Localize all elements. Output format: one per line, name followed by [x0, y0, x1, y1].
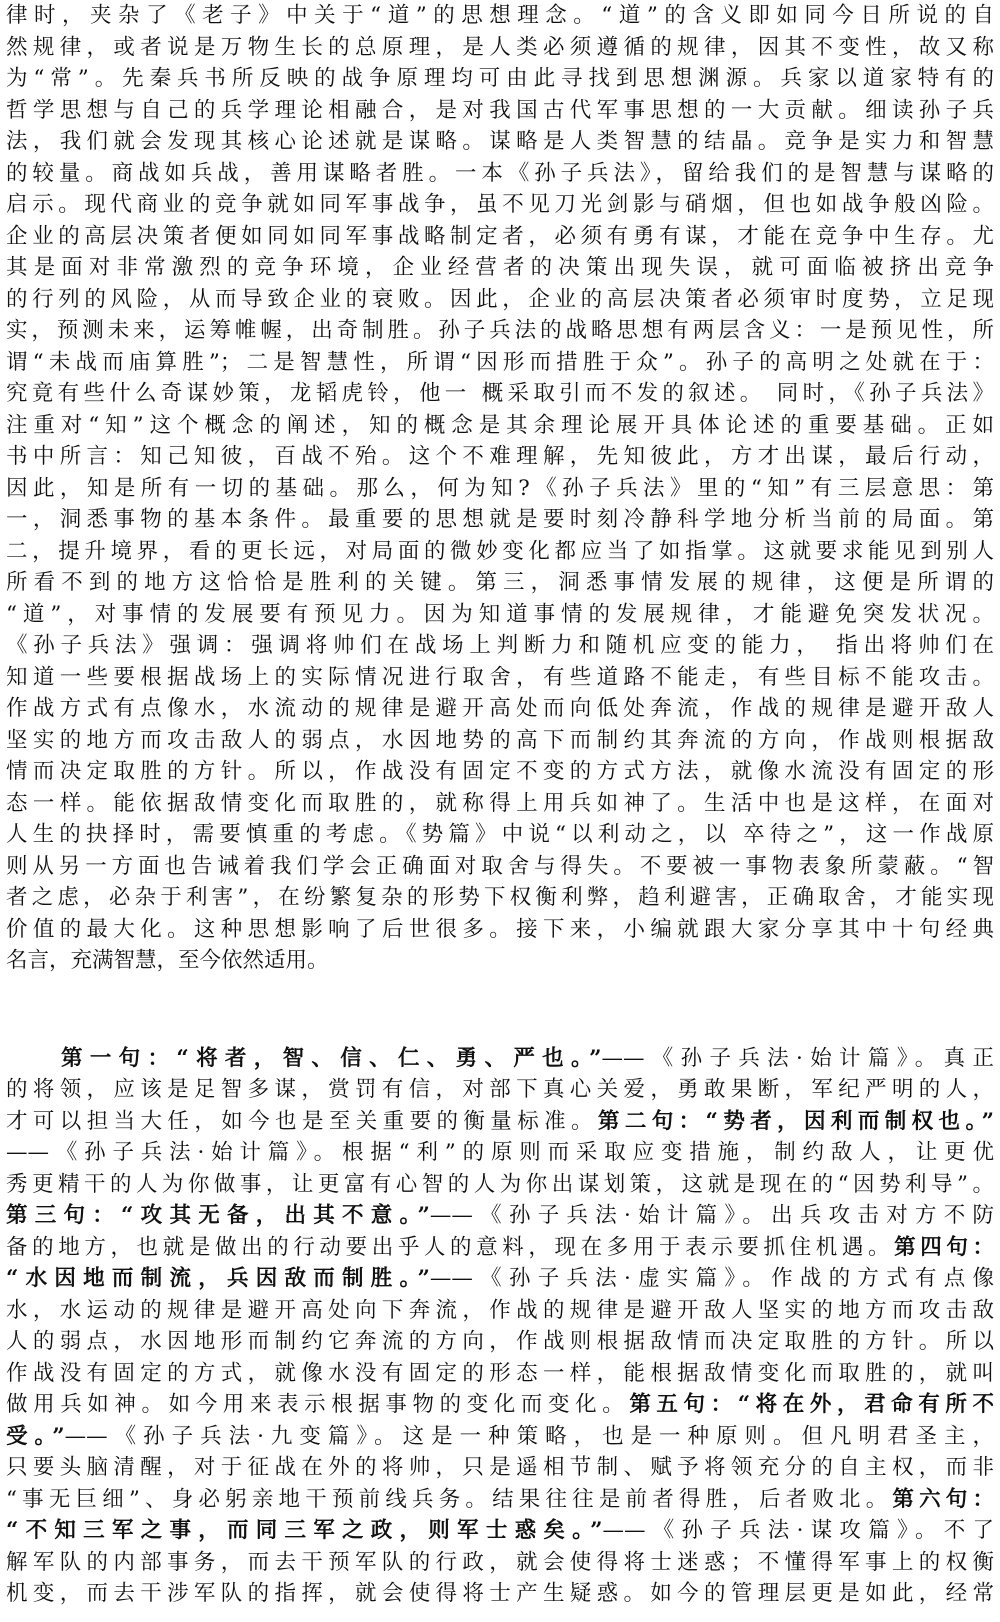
quote-heading: 第一句：“将者，智、信、仁、勇、严也。”: [61, 1045, 602, 1071]
text-line: 所看不到的地方这恰恰是胜利的关键。第三，洞悉事情发展的规律，这便是所谓的: [6, 570, 994, 595]
text-segment: ——《孙子兵法·始计篇》。真正: [601, 1045, 994, 1071]
text-segment: 机变，而去干涉军队的指挥，就会使得将士产生疑惑。如今的管理层更是如此，经常: [6, 1581, 994, 1606]
text-line: 谓“未战而庙算胜”；二是智慧性，所谓“因形而措胜于众”。孙子的高明之处就在于：: [6, 349, 994, 375]
quote-heading: “不知三军之事，而同三军之政，则军士惑矣。”: [6, 1518, 603, 1543]
text-line: 因此，知是所有一切的基础。那么，何为知?《孙子兵法》里的“知”有三层意思：第: [6, 475, 994, 501]
text-line: [6, 1452, 994, 1484]
text-line: 情而决定取胜的方针。所以，作战没有固定不变的方式方法，就像水流没有固定的形: [6, 759, 994, 784]
text-segment: 人的弱点，水因地形而制约它奔流的方向，作战则根据敌情而决定取胜的方针。所以: [6, 1329, 994, 1354]
text-line: 为“常”。先秦兵书所反映的战争原理均可由此寻找到思想渊源。兵家以道家特有的: [6, 66, 994, 91]
text-line: 注重对“知”这个概念的阐述，知的概念是其余理论展开具体论述的重要基础。正如: [6, 412, 994, 438]
text-line: 者之虑，必杂于利害”，在纷繁复杂的形势下权衡利弊，趋利避害，正确取舍，才能实现: [6, 885, 994, 910]
text-line: 的较量。商战如兵战，善用谋略者胜。一本《孙子兵法》，留给我们的是智慧与谋略的: [6, 160, 994, 186]
quotes-paragraph: [6, 1043, 994, 1610]
text-segment: ——《孙子兵法·虚实篇》。作战的方式有点像: [429, 1266, 994, 1291]
text-line: “道”，对事情的发展要有预见力。因为知道事情的发展规律，才能避免突发状况。: [6, 601, 994, 627]
text-segment: “事无巨细”、身必躬亲地干预前线兵务。结果往往是前者得胜，后者败北。: [6, 1486, 893, 1512]
quote-heading: 受。”: [6, 1423, 65, 1449]
text-line: 的行列的风险，从而导致企业的衰败。因此，企业的高层决策者必须审时度势，立足现: [6, 286, 994, 312]
text-line: 书中所言：知己知彼，百战不殆。这个不难理解，先知彼此，方才出谋，最后行动，: [6, 444, 994, 469]
text-segment: 水，水运动的规律是避开高处向下奔流，作战的规律是避开敌人坚实的地方而攻击敌: [6, 1297, 994, 1323]
text-segment: 才可以担当大任，如今也是至关重要的衡量标准。: [6, 1108, 598, 1134]
quote-heading: 第三句：“攻其无备，出其不意。”: [6, 1203, 430, 1228]
text-segment: 秀更精干的人为你做事，让更富有心智的人为你出谋划策，这就是现在的“因势利导”。: [6, 1171, 994, 1197]
text-line: [6, 1578, 994, 1610]
text-segment: ——《孙子兵法·始计篇》。根据“利”的原则而采取应变措施，制约敌人，让更优: [6, 1140, 994, 1165]
text-line: 作战方式有点像水，水流动的规律是避开高处而向低处奔流，作战的规律是避开敌人: [6, 696, 994, 721]
text-line: [6, 1358, 994, 1390]
text-segment: 备的地方，也就是做出的行动要出乎人的意料，现在多用于表示要抓住机遇。: [6, 1234, 895, 1260]
text-line: 然规律，或者说是万物生长的总原理，是人类必须遵循的规律，因其不变性，故又称: [6, 34, 994, 60]
text-segment: 作战没有固定的方式，就像水没有固定的形态一样，能根据敌情变化而取胜的，就叫: [6, 1360, 994, 1386]
text-line: [6, 1232, 994, 1264]
text-line: 律时，夹杂了《老子》中关于“道”的思想理念。“道”的含义即如同今日所说的自: [6, 3, 994, 28]
quote-heading: 第二句：“势者，因利而制权也。”: [597, 1108, 994, 1134]
text-line: 究竟有些什么奇谋妙策，龙韬虎铃，他一 概采取引而不发的叙述。 同时，《孙子兵法》: [6, 381, 994, 406]
text-line: [6, 1421, 994, 1453]
quote-heading: 第五句：“将在外，君命有所不: [629, 1392, 994, 1417]
text-line: [6, 1389, 994, 1421]
text-segment: 解军队的内部事务，而去干预军队的行政，就会使得将士迷惑；不懂得军事上的权衡: [6, 1549, 994, 1575]
text-line: 则从另一方面也告诫着我们学会正确面对取舍与得失。不要被一事物表象所蒙蔽。“智: [6, 853, 994, 879]
paragraph-gap: [6, 977, 994, 1043]
text-segment: 的将领，应该是足智多谋，赏罚有信，对部下真心关爱，勇敢果断，军纪严明的人，: [6, 1077, 994, 1102]
text-line: [6, 1043, 994, 1075]
text-line: 态一样。能依据敌情变化而取胜的，就称得上用兵如神了。生活中也是这样，在面对: [6, 790, 994, 816]
text-line: [6, 1547, 994, 1579]
text-line: [6, 1106, 994, 1138]
text-line: 坚实的地方而攻击敌人的弱点，水因地势的高下而制约其奔流的方向，作战则根据敌: [6, 727, 994, 753]
text-line: 一，洞悉事物的基本条件。最重要的思想就是要时刻冷静科学地分析当前的局面。第: [6, 507, 994, 532]
text-line: 二，提升境界，看的更长远，对局面的微妙变化都应当了如指掌。这就要求能见到别人: [6, 538, 994, 564]
text-line: [6, 1263, 994, 1295]
text-line: 法，我们就会发现其核心论述就是谋略。谋略是人类智慧的结晶。竞争是实力和智慧: [6, 129, 994, 154]
text-line: 实，预测未来，运筹帷幄，出奇制胜。孙子兵法的战略思想有两层含义：一是预见性，所: [6, 318, 994, 343]
text-line: 价值的最大化。这种思想影响了后世很多。接下来，小编就跟大家分享其中十句经典: [6, 916, 994, 942]
text-line: [6, 1200, 994, 1232]
text-line: 哲学思想与自己的兵学理论相融合，是对我国古代军事思想的一大贡献。细读孙子兵: [6, 97, 994, 123]
text-line: [6, 1295, 994, 1327]
text-segment: ——《孙子兵法·始计篇》。出兵攻击对方不防: [429, 1203, 994, 1228]
text-line: 《孙子兵法》强调：强调将帅们在战场上判断力和随机应变的能力， 指出将帅们在: [6, 633, 994, 658]
text-segment: 只要头脑清醒，对于征战在外的将帅，只是遥相节制、赋予将领充分的自主权，而非: [6, 1455, 994, 1480]
quote-heading: “水因地而制流，兵因敌而制胜。”: [6, 1266, 430, 1291]
text-segment: 做用兵如神。如今用来表示根据事物的变化而变化。: [6, 1392, 630, 1417]
text-line: [6, 1169, 994, 1201]
text-line: 知道一些要根据战场上的实际情况进行取舍，有些道路不能走，有些目标不能攻击。: [6, 664, 994, 690]
text-line: [6, 1484, 994, 1516]
text-line: 启示。现代商业的竞争就如同军事战争，虽不见刀光剑影与硝烟，但也如战争般凶险。: [6, 192, 994, 217]
intro-paragraph: [6, 0, 994, 977]
text-line: [6, 1137, 994, 1169]
text-line: 企业的高层决策者便如同如同军事战略制定者，必须有勇有谋，才能在竞争中生存。尤: [6, 223, 994, 249]
text-segment: ——《孙子兵法·谋攻篇》。不了: [602, 1518, 994, 1543]
text-line: [6, 1326, 994, 1358]
text-segment: ——《孙子兵法·九变篇》。这是一种策略，也是一种原则。但凡明君圣主，: [64, 1423, 994, 1449]
text-line: 人生的抉择时，需要慎重的考虑。《势篇》中说“以利动之，以 卒待之”，这一作战原: [6, 822, 994, 847]
text-line: [6, 1074, 994, 1106]
quote-heading: 第四句：: [894, 1234, 994, 1260]
quote-heading: 第六句：: [892, 1486, 994, 1512]
text-line: 名言，充满智慧，至今依然适用。: [6, 948, 329, 973]
document-page: [6, 0, 994, 1610]
text-line: 其是面对非常激烈的竞争环境，企业经营者的决策出现失误，就可面临被挤出竞争: [6, 255, 994, 280]
text-line: [6, 1515, 994, 1547]
